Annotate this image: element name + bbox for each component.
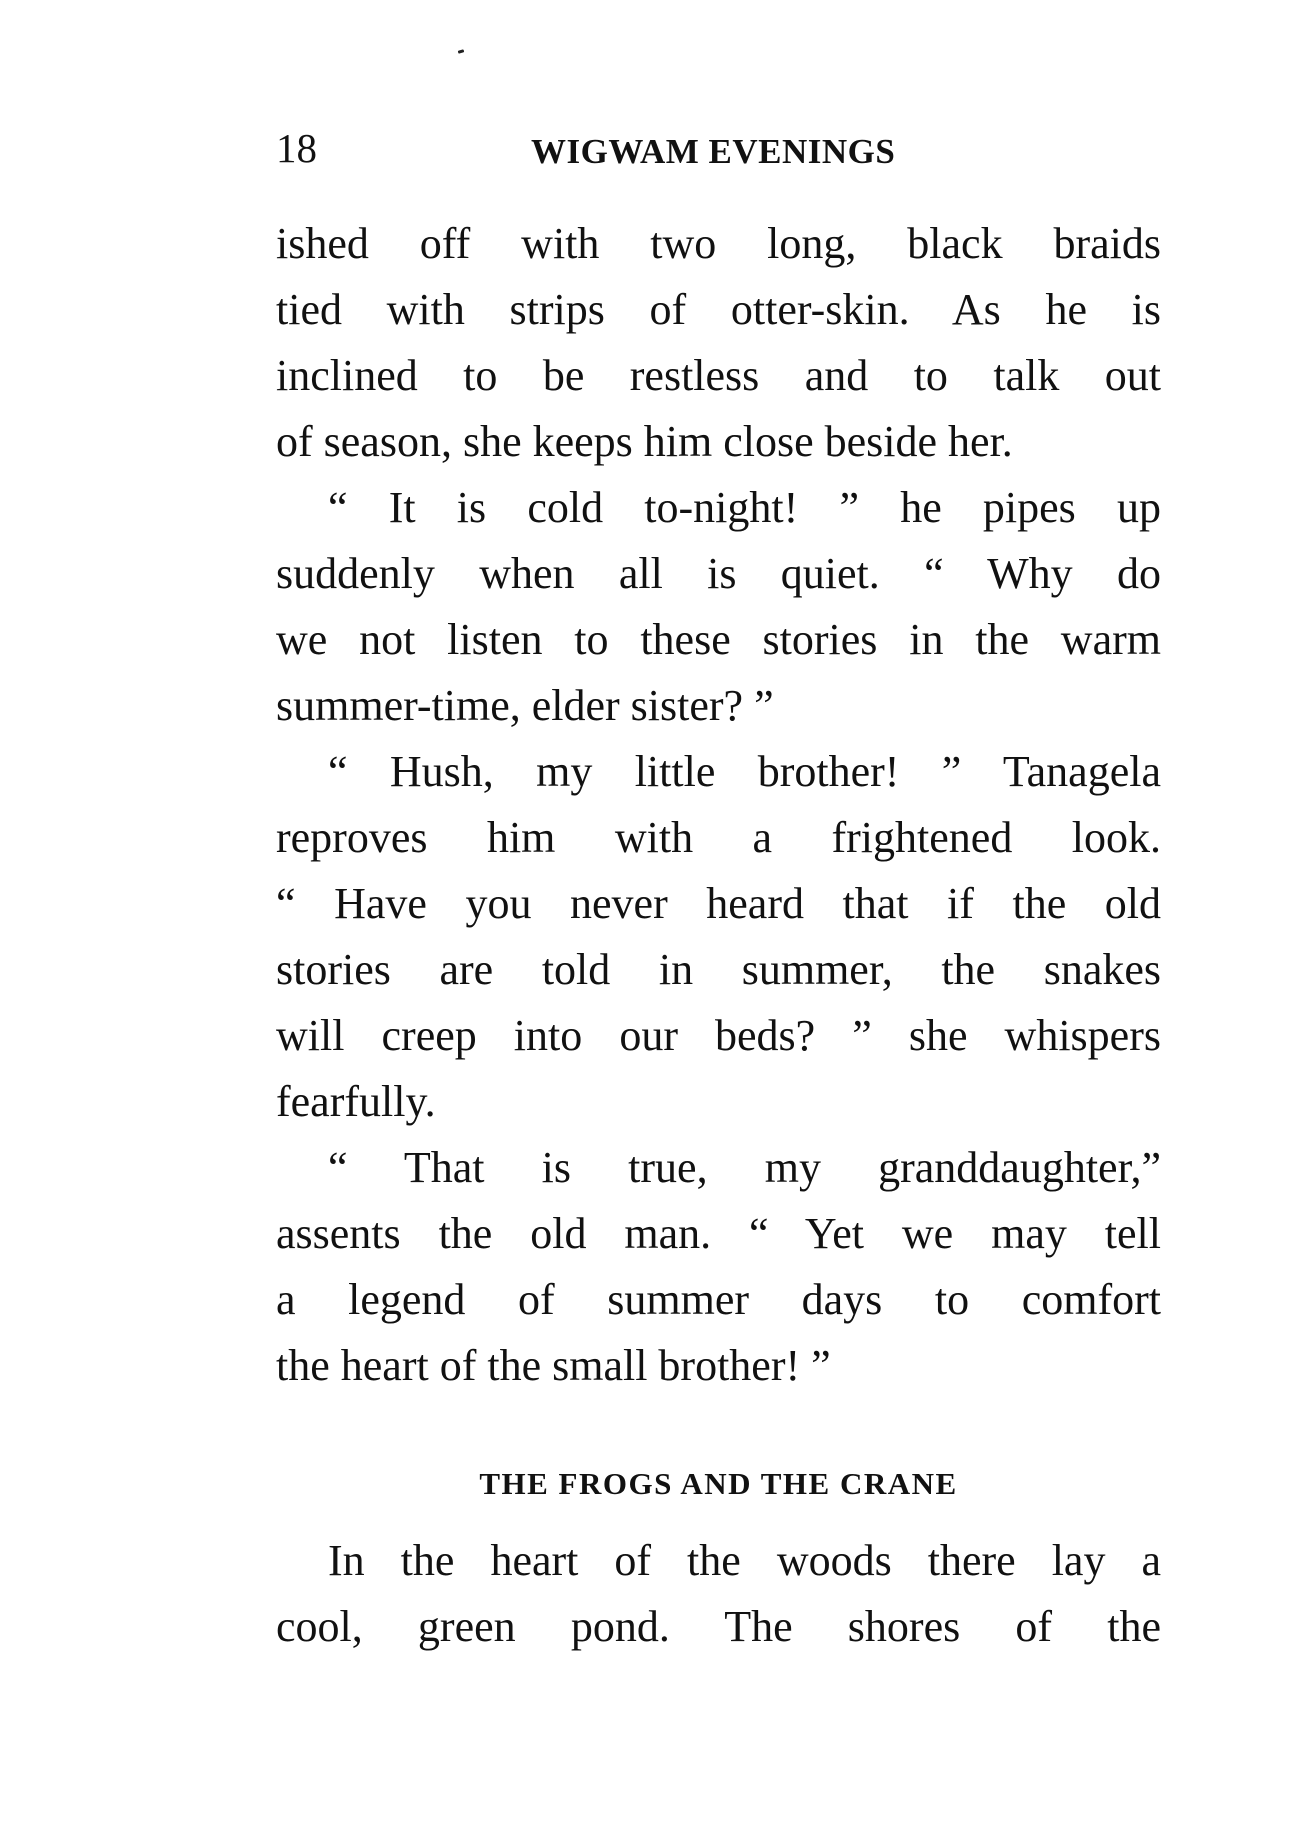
text-line: the heart of the small brother! ” <box>276 1341 831 1390</box>
text-line: “ Hush, my little brother! ” Tanagela <box>328 747 1161 796</box>
text-line: will creep into our beds? ” she whispers <box>276 1011 1161 1060</box>
section-heading: THE FROGS AND THE CRANE <box>479 1466 958 1501</box>
text-line: fearfully. <box>276 1077 436 1126</box>
text-line: summer-time, elder sister? ” <box>276 681 774 730</box>
section-paragraph <box>276 1528 1161 1660</box>
running-head: WIGWAM EVENINGS <box>531 132 896 171</box>
text-line: assents the old man. “ Yet we may tell <box>276 1209 1161 1258</box>
text-line: “ It is cold to-night! ” he pipes up <box>328 483 1161 532</box>
body-paragraphs <box>276 211 1161 1399</box>
text-line: ished off with two long, black braids <box>276 219 1161 268</box>
text-line: of season, she keeps him close beside her. <box>276 417 1013 466</box>
text-line: reproves him with a frightened look. <box>276 813 1161 862</box>
page-header <box>276 118 1161 178</box>
print-speck <box>458 49 465 53</box>
text-line: suddenly when all is quiet. “ Why do <box>276 549 1161 598</box>
text-line: inclined to be restless and to talk out <box>276 351 1161 400</box>
text-line: “ Have you never heard that if the old <box>276 879 1161 928</box>
text-line: tied with strips of otter-skin. As he is <box>276 285 1161 334</box>
text-line: a legend of summer days to comfort <box>276 1275 1161 1324</box>
text-line: we not listen to these stories in the warm <box>276 615 1161 664</box>
text-line: In the heart of the woods there lay a <box>328 1536 1161 1585</box>
text-line: “ That is true, my granddaughter,” <box>328 1143 1161 1192</box>
text-line: stories are told in summer, the snakes <box>276 945 1161 994</box>
text-line: cool, green pond. The shores of the <box>276 1602 1161 1651</box>
page-number: 18 <box>276 125 317 171</box>
